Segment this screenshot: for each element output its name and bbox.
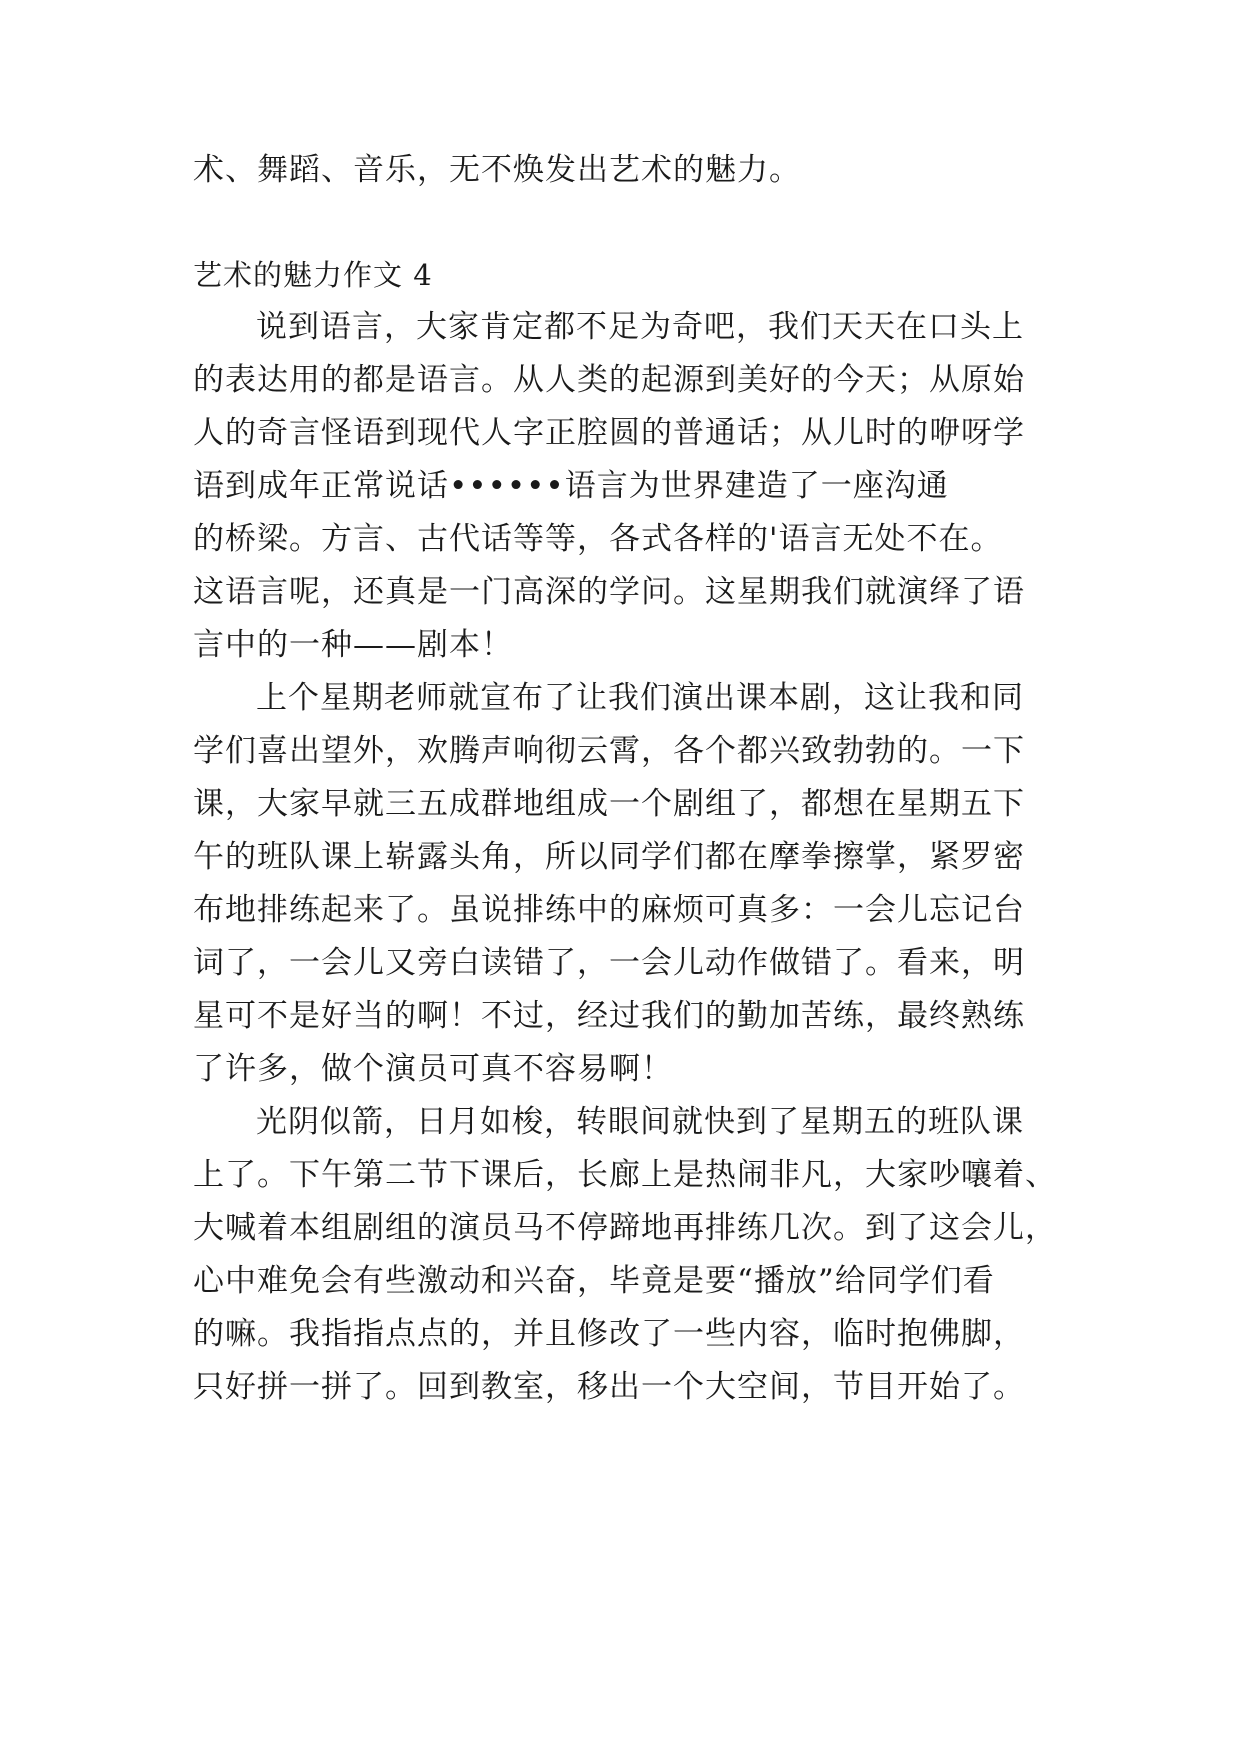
- paragraph-3-line-6: 只好拼一拼了。回到教室，移出一个大空间，节目开始了。: [193, 1369, 1025, 1405]
- paragraph-1-line-1: 说到语言，大家肯定都不足为奇吧，我们天天在口头上: [256, 309, 1024, 345]
- paragraph-3-line-3: 大喊着本组剧组的演员马不停蹄地再排练几次。到了这会儿，: [193, 1210, 1057, 1246]
- paragraph-2-line-2: 学们喜出望外，欢腾声响彻云霄，各个都兴致勃勃的。一下: [193, 733, 1025, 769]
- paragraph-3-line-1: 光阴似箭，日月如梭，转眼间就快到了星期五的班队课: [256, 1104, 1024, 1140]
- paragraph-3-line-5: 的嘛。我指指点点的，并且修改了一些内容，临时抱佛脚，: [193, 1316, 1025, 1352]
- paragraph-2-line-1: 上个星期老师就宣布了让我们演出课本剧，这让我和同: [256, 680, 1024, 716]
- paragraph-2-line-3: 课，大家早就三五成群地组成一个剧组了，都想在星期五下: [193, 786, 1025, 822]
- paragraph-3-line-2: 上了。下午第二节下课后，长廊上是热闹非凡，大家吵嚷着、: [193, 1157, 1057, 1193]
- paragraph-1-line-6: 这语言呢，还真是一门高深的学问。这星期我们就演绎了语: [193, 574, 1025, 610]
- paragraph-2-line-5: 布地排练起来了。虽说排练中的麻烦可真多：一会儿忘记台: [193, 892, 1025, 928]
- paragraph-2-line-7: 星可不是好当的啊！不过，经过我们的勤加苦练，最终熟练: [193, 998, 1025, 1034]
- paragraph-1-line-7: 言中的一种——剧本！: [193, 627, 513, 663]
- section-heading: 艺术的魅力作文 4: [193, 258, 433, 292]
- paragraph-1-line-4: 语到成年正常说话••••••语言为世界建造了一座沟通: [193, 468, 949, 504]
- text-line-continuation: 术、舞蹈、音乐，无不焕发出艺术的魅力。: [193, 152, 801, 188]
- paragraph-3-line-4: 心中难免会有些激动和兴奋，毕竟是要“播放”给同学们看: [193, 1263, 995, 1299]
- paragraph-2-line-4: 午的班队课上崭露头角，所以同学们都在摩拳擦掌，紧罗密: [193, 839, 1025, 875]
- paragraph-1-line-3: 人的奇言怪语到现代人字正腔圆的普通话；从儿时的咿呀学: [193, 415, 1025, 451]
- paragraph-2-line-6: 词了，一会儿又旁白读错了，一会儿动作做错了。看来，明: [193, 945, 1025, 981]
- paragraph-1-line-2: 的表达用的都是语言。从人类的起源到美好的今天；从原始: [193, 362, 1025, 398]
- paragraph-1-line-5: 的桥梁。方言、古代话等等，各式各样的'语言无处不在。: [193, 521, 1003, 557]
- paragraph-2-line-8: 了许多，做个演员可真不容易啊！: [193, 1051, 673, 1087]
